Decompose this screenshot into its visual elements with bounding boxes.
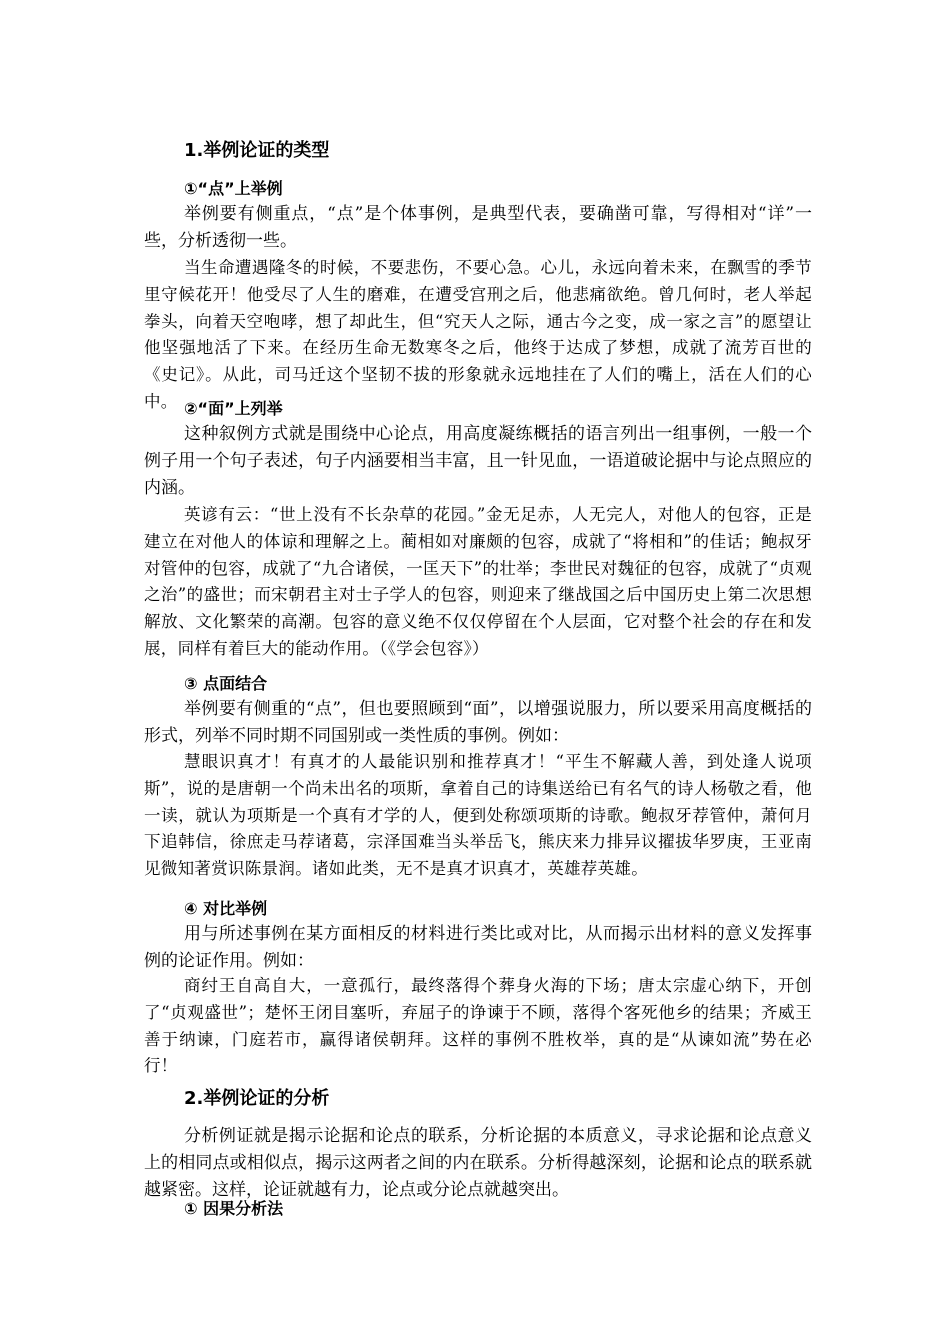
- paragraph: 举例要有侧重点，“点”是个体事例，是典型代表，要确凿可靠，写得相对“详”一些，分析透彻一些。: [144, 204, 812, 251]
- paragraph: 举例要有侧重的“点”，但也要照顾到“面”，以增强说服力，所以要采用高度概括的形式，列举不同时期不同国别或一类性质的事例。例如：: [144, 699, 812, 746]
- example-paragraph: 英谚有云：“世上没有不长杂草的花园。”金无足赤，人无完人，对他人的包容，正是建立在对他人的体谅和理解之上。蔺相如对廉颇的包容，成就了“将相和”的佳话；鲍叔牙对管仲的包容，成就了“九合诸侯，一匡天下”的壮举；李世民对魏征的包容，成就了“贞观之治”的盛世；而宋朝君主对士子学人的包容，则迎来了继战国之后中国历史上第二次思想解放、文化繁荣的高潮。包容的意义绝不仅仅停留在个人层面，它对整个社会的存在和发展，同样有着巨大的能动作用。（《学会包容》）: [144, 505, 812, 658]
- paragraph: 这种叙例方式就是围绕中心论点，用高度凝练概括的语言列出一组事例，一般一个例子用一个句子表述，句子内涵要相当丰富，且一针见血，一语道破论据中与论点照应的内涵。: [144, 424, 812, 498]
- example-paragraph: 慧眼识真才！有真才的人最能识别和推荐真才！“平生不解藏人善，到处逢人说项斯”，说的是唐朝一个尚未出名的项斯，拿着自己的诗集送给已有名气的诗人杨敬之看，他一读，就认为项斯是一个真有才学的人，便到处称颂项斯的诗歌。鲍叔牙荐管仲，萧何月下追韩信，徐庶走马荐诸葛，宗泽国难当头举岳飞，熊庆来力排异议擢拔华罗庚，王亚南见微知著赏识陈景润。诸如此类，无不是真才识真才，英雄荐英雄。: [144, 752, 812, 879]
- example-paragraph: 当生命遭遇隆冬的时候，不要悲伤，不要心急。心儿，永远向着未来，在飘雪的季节里守候花开！他受尽了人生的磨难，在遭受宫刑之后，他悲痛欲绝。曾几何时，老人举起拳头，向着天空咆哮，想了却此生，但“究天人之际，通古今之变，成一家之言”的愿望让他坚强地活了下来。在经历生命无数寒冬之后，他终于达成了梦想，成就了流芳百世的《史记》。从此，司马迁这个坚韧不拔的形象就永远地挂在了人们的嘴上，活在人们的心中。: [144, 258, 812, 411]
- subsection-heading: ①“点”上举例: [184, 179, 283, 198]
- paragraph: 用与所述事例在某方面相反的材料进行类比或对比，从而揭示出材料的意义发挥事例的论证作用。例如：: [144, 924, 812, 971]
- section-title: 2.举例论证的分析: [184, 1088, 330, 1109]
- subsection-heading: ②“面”上列举: [184, 399, 283, 418]
- subsection-heading: ④ 对比举例: [184, 899, 268, 918]
- paragraph: 分析例证就是揭示论据和论点的联系，分析论据的本质意义，寻求论据和论点意义上的相同点或相似点，揭示这两者之间的内在联系。分析得越深刻，论据和论点的联系就越紧密。这样，论证就越有力，论点或分论点就越突出。: [144, 1126, 812, 1200]
- subsection-heading: ① 因果分析法: [184, 1199, 284, 1218]
- subsection-heading: ③ 点面结合: [184, 674, 268, 693]
- section-title: 1.举例论证的类型: [184, 140, 330, 161]
- example-paragraph: 商纣王自高自大，一意孤行，最终落得个葬身火海的下场；唐太宗虚心纳下，开创了“贞观盛世”；楚怀王闭目塞听，弃屈子的诤谏于不顾，落得个客死他乡的结果；齐威王善于纳谏，门庭若市，赢得诸侯朝拜。这样的事例不胜枚举，真的是“从谏如流”势在必行！: [144, 976, 812, 1076]
